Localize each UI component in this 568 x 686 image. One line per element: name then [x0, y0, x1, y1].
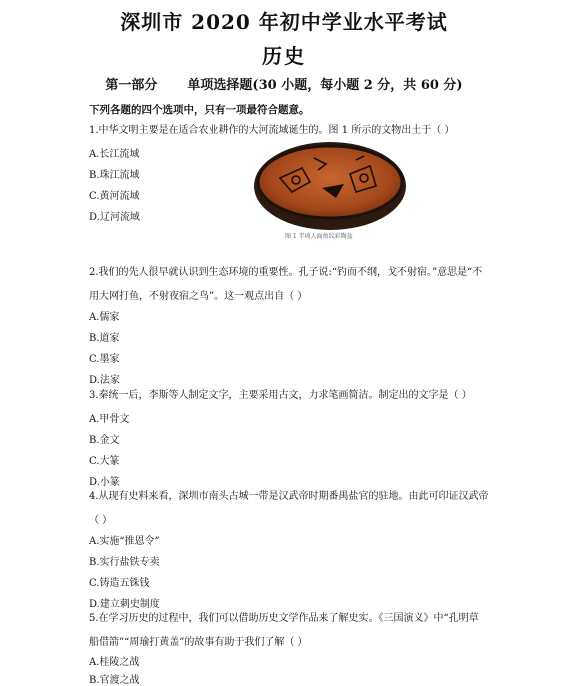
figure-caption: 图 1 半坡人面鱼纹彩陶盆: [285, 233, 353, 240]
question-3-stem: 3.秦统一后，李斯等人制定文字，主要采用古文，力求笔画简洁。制定出的文字是（ ）: [89, 390, 472, 401]
pottery-basin-image: [252, 138, 408, 234]
section-description: 单项选择题(30 小题，每小题 2 分，共 60 分): [187, 78, 463, 93]
q1-option-b: B.珠江流域: [89, 170, 140, 181]
section-part: 第一部分: [105, 78, 158, 93]
q4-option-b: B.实行盐铁专卖: [89, 557, 160, 568]
q4-option-a: A.实施“推恩令”: [89, 536, 160, 547]
question-2-stem-line1: 2.我们的先人很早就认识到生态环境的重要性。孔子说:“钓而不纲，戈不射宿。”意思是“不: [89, 267, 483, 278]
q4-option-c: C.铸造五铢钱: [89, 578, 150, 589]
instruction: 下列各题的四个选项中，只有一项最符合题意。: [89, 104, 310, 116]
q2-option-c: C.墨家: [89, 354, 120, 365]
q2-option-d: D.法家: [89, 375, 120, 386]
q2-option-a: A.儒家: [89, 312, 120, 323]
exam-subject: 历史: [262, 44, 306, 68]
q1-option-a: A.长江流域: [89, 149, 140, 160]
q1-option-d: D.辽河流域: [89, 212, 140, 223]
q3-option-b: B.金文: [89, 435, 120, 446]
question-2-stem-line2: 用大网打鱼，不射夜宿之鸟”。这一观点出自（ ）: [89, 291, 308, 302]
q3-option-d: D.小篆: [89, 477, 120, 488]
question-4-stem-line1: 4.从现有史料来看，深圳市南头古城一带是汉武帝时期番禺盐官的驻地。由此可印证汉武帝: [89, 491, 489, 502]
q1-option-c: C.黄河流域: [89, 191, 140, 202]
figure-painted-pottery-basin: [252, 138, 408, 234]
q3-option-c: C.大篆: [89, 456, 120, 467]
question-4-stem-line2: （ ）: [89, 515, 113, 526]
question-1-stem: 1.中华文明主要是在适合农业耕作的大河流域诞生的。图 1 所示的文物出土于（ ）: [89, 125, 455, 136]
exam-title: 深圳市 2020 年初中学业水平考试: [120, 10, 448, 34]
q2-option-b: B.道家: [89, 333, 120, 344]
section-heading: [0, 74, 568, 93]
question-5-stem-line2: 船借箭”“周瑜打黄盖”的故事有助于我们了解（ ）: [89, 637, 308, 648]
q5-option-b: B.官渡之战: [89, 675, 140, 686]
q5-option-a: A.桂陵之战: [89, 657, 140, 668]
question-5-stem-line1: 5.在学习历史的过程中，我们可以借助历史文学作品来了解史实。《三国演义》中“孔明草: [89, 613, 479, 624]
q3-option-a: A.甲骨文: [89, 414, 130, 425]
q4-option-d: D.建立刺史制度: [89, 599, 160, 610]
